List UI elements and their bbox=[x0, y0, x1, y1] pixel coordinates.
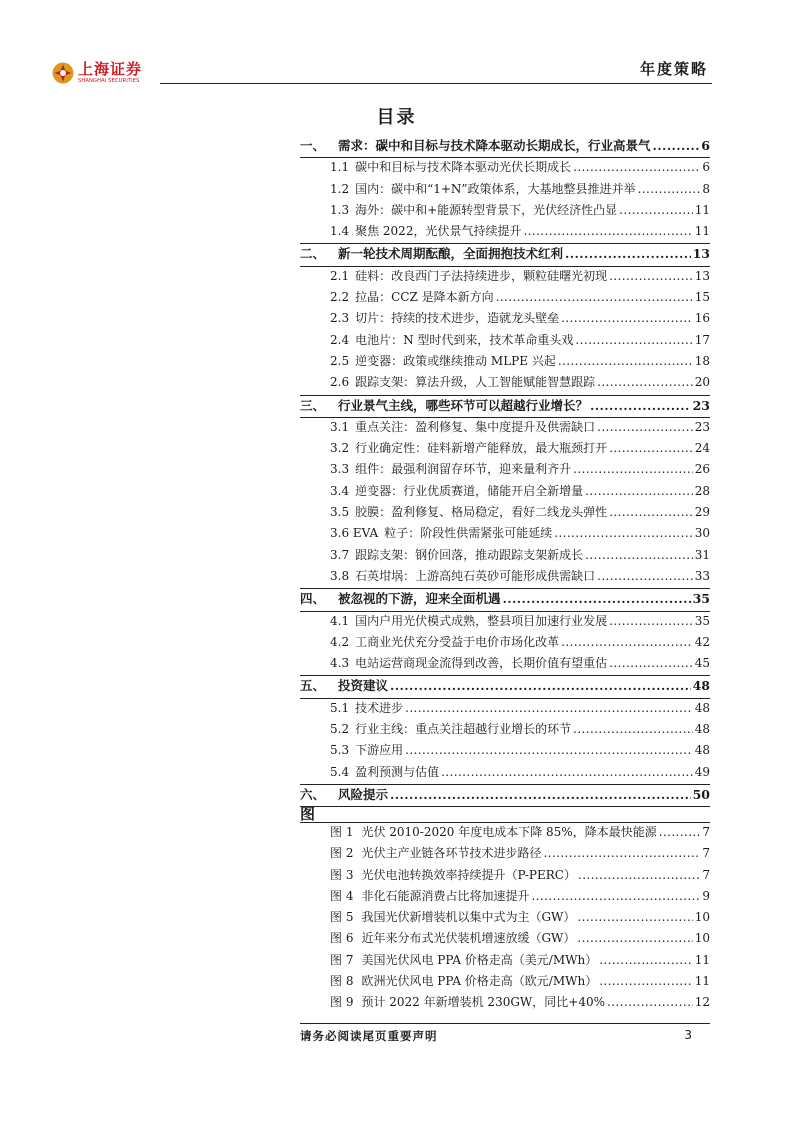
entry-page: 11 bbox=[694, 202, 710, 217]
dot-leader bbox=[653, 138, 700, 153]
toc-section-entry[interactable] bbox=[300, 720, 710, 741]
entry-title: 国内户用光伏模式成熟，整县项目加速行业发展 bbox=[355, 613, 608, 628]
dot-leader bbox=[609, 614, 693, 628]
entry-page: 48 bbox=[694, 743, 710, 758]
dot-leader bbox=[565, 246, 691, 261]
dot-leader bbox=[558, 354, 693, 368]
figure-entry[interactable] bbox=[300, 844, 710, 865]
toc-section-entry[interactable] bbox=[300, 201, 710, 222]
entry-number: 2.6 bbox=[330, 375, 350, 390]
entry-number: 三、 bbox=[300, 397, 326, 413]
dot-leader bbox=[390, 678, 691, 693]
dot-leader bbox=[561, 311, 693, 325]
entry-number: 5.2 bbox=[330, 722, 350, 737]
dot-leader bbox=[609, 269, 693, 283]
dot-leader bbox=[573, 462, 693, 476]
entry-number: 图 5 bbox=[330, 910, 354, 925]
dot-leader bbox=[597, 375, 693, 389]
brand-name-cn: 上海证券 bbox=[78, 60, 143, 78]
entry-number: 图 8 bbox=[330, 974, 354, 989]
entry-title: 行业景气主线，哪些环节可以超越行业增长？ bbox=[338, 397, 589, 413]
entry-page: 10 bbox=[694, 910, 710, 925]
toc-section-entry[interactable] bbox=[300, 373, 710, 395]
entry-number: 4.2 bbox=[330, 634, 350, 649]
entry-page: 48 bbox=[694, 722, 710, 737]
entry-number: 3.7 bbox=[330, 547, 350, 562]
page-number: 3 bbox=[684, 1028, 692, 1042]
entry-number: 1.1 bbox=[330, 160, 350, 175]
toc-section-entry[interactable] bbox=[300, 612, 710, 633]
dot-leader bbox=[585, 548, 693, 562]
figure-list bbox=[300, 823, 710, 1015]
dot-leader bbox=[585, 484, 693, 498]
dot-leader bbox=[659, 825, 701, 839]
entry-page: 13 bbox=[692, 246, 710, 262]
entry-number: 2.5 bbox=[330, 353, 350, 368]
entry-title: 石英坩埚：上游高纯石英砂可能形成供需缺口 bbox=[355, 568, 596, 583]
toc-section-entry[interactable] bbox=[300, 288, 710, 309]
entry-number: 4.1 bbox=[330, 613, 350, 628]
entry-page: 49 bbox=[694, 764, 710, 779]
dot-leader bbox=[609, 441, 693, 455]
entry-page: 6 bbox=[702, 160, 710, 175]
entry-title: 投资建议 bbox=[338, 678, 389, 694]
entry-number: 一、 bbox=[300, 138, 326, 153]
entry-page: 11 bbox=[694, 224, 710, 239]
entry-number: 3.3 bbox=[330, 462, 350, 477]
dot-leader bbox=[590, 398, 691, 413]
entry-number: 5.4 bbox=[330, 764, 350, 779]
table-of-contents bbox=[300, 136, 710, 807]
entry-title: 硅料：改良西门子法持续进步，颗粒硅曙光初现 bbox=[355, 268, 608, 283]
figure-entry[interactable] bbox=[300, 972, 710, 993]
report-type: 年度策略 bbox=[639, 60, 708, 78]
entry-number: 3.6 EVA bbox=[330, 526, 379, 541]
entry-number: 图 2 bbox=[330, 846, 354, 861]
dot-leader bbox=[609, 656, 693, 670]
entry-title: 电站运营商现金流得到改善，长期价值有望重估 bbox=[355, 656, 608, 671]
entry-page: 48 bbox=[692, 678, 710, 694]
toc-section-entry[interactable] bbox=[300, 546, 710, 567]
dot-leader bbox=[543, 846, 700, 860]
entry-title: 行业主线：重点关注超越行业增长的环节 bbox=[355, 722, 572, 737]
entry-title: 技术进步 bbox=[355, 700, 404, 715]
header-rule bbox=[160, 83, 712, 84]
entry-page: 31 bbox=[694, 547, 710, 562]
entry-number: 3.2 bbox=[330, 441, 350, 456]
toc-section-entry[interactable] bbox=[300, 741, 710, 762]
dot-leader bbox=[561, 635, 693, 649]
entry-number: 图 4 bbox=[330, 888, 354, 903]
entry-number: 2.3 bbox=[330, 311, 350, 326]
dot-leader bbox=[390, 787, 691, 802]
toc-section-entry[interactable] bbox=[300, 267, 710, 288]
dot-leader bbox=[573, 722, 693, 736]
entry-number: 五、 bbox=[300, 678, 326, 694]
entry-title: 风险提示 bbox=[338, 786, 389, 802]
dot-leader bbox=[577, 931, 692, 945]
entry-page: 30 bbox=[694, 526, 710, 541]
entry-number: 图 6 bbox=[330, 931, 354, 946]
toc-chapter-entry[interactable] bbox=[300, 136, 710, 158]
entry-title: 盈利预测与估值 bbox=[355, 764, 440, 779]
figure-list-title: 图 bbox=[300, 805, 316, 823]
entry-title: 被忽视的下游，迎来全面机遇 bbox=[338, 591, 501, 607]
dot-leader bbox=[607, 995, 693, 1009]
entry-title: 跟踪支架：算法升级，人工智能赋能智慧跟踪 bbox=[355, 375, 596, 390]
entry-page: 42 bbox=[694, 634, 710, 649]
entry-number: 5.1 bbox=[330, 700, 350, 715]
dot-leader bbox=[575, 333, 692, 347]
dot-leader bbox=[531, 889, 700, 903]
dot-leader bbox=[573, 160, 700, 174]
entry-title: 胶膜：盈利修复、格局稳定，看好二线龙头弹性 bbox=[355, 505, 608, 520]
entry-page: 23 bbox=[694, 419, 710, 434]
entry-page: 33 bbox=[694, 568, 710, 583]
dot-leader bbox=[578, 868, 700, 882]
entry-title: 光伏电池转换效率持续提升（P-PERC） bbox=[361, 867, 576, 882]
entry-title: 光伏 2010-2020 年度电成本下降 85%，降本最快能源 bbox=[361, 825, 657, 839]
entry-number: 图 7 bbox=[330, 952, 354, 967]
entry-title: 逆变器：行业优质赛道，储能开启全新增量 bbox=[355, 483, 584, 498]
toc-title: 目录 bbox=[376, 107, 417, 128]
entry-page: 29 bbox=[694, 505, 710, 520]
entry-number: 3.8 bbox=[330, 568, 350, 583]
figure-entry[interactable] bbox=[300, 993, 710, 1014]
entry-page: 6 bbox=[701, 138, 710, 153]
figure-entry[interactable] bbox=[300, 929, 710, 950]
entry-number: 二、 bbox=[300, 246, 326, 262]
entry-page: 7 bbox=[702, 867, 710, 882]
entry-page: 20 bbox=[694, 375, 710, 390]
entry-title: 工商业光伏充分受益于电价市场化改革 bbox=[355, 634, 560, 649]
entry-title: 光伏主产业链各环节技术进步路径 bbox=[361, 846, 542, 861]
brand-name-en: SHANGHAI SECURITIES bbox=[78, 78, 140, 84]
toc-section-entry[interactable] bbox=[300, 158, 710, 179]
entry-number: 4.3 bbox=[330, 656, 350, 671]
entry-page: 11 bbox=[694, 974, 710, 989]
dot-leader bbox=[405, 743, 693, 757]
entry-number: 3.1 bbox=[330, 419, 350, 434]
entry-number: 图 1 bbox=[330, 825, 354, 839]
entry-title: 碳中和目标与技术降本驱动光伏长期成长 bbox=[355, 160, 572, 175]
toc-chapter-entry[interactable] bbox=[300, 785, 710, 807]
entry-title: 我国光伏新增装机以集中式为主（GW） bbox=[361, 910, 576, 925]
entry-page: 23 bbox=[692, 397, 710, 413]
entry-title: 粒子：阶段性供需紧张可能延续 bbox=[384, 526, 553, 541]
toc-section-entry[interactable] bbox=[300, 222, 710, 244]
toc-section-entry[interactable] bbox=[300, 503, 710, 524]
entry-page: 12 bbox=[694, 995, 710, 1010]
entry-page: 28 bbox=[694, 483, 710, 498]
entry-title: 美国光伏风电 PPA 价格走高（美元/MWh） bbox=[361, 952, 598, 967]
toc-section-entry[interactable] bbox=[300, 482, 710, 503]
entry-number: 1.2 bbox=[330, 181, 350, 196]
entry-title: 组件：最强利润留存环节，迎来量利齐升 bbox=[355, 462, 572, 477]
toc-section-entry[interactable] bbox=[300, 699, 710, 720]
toc-section-entry[interactable] bbox=[300, 763, 710, 785]
entry-title: 聚焦 2022，光伏景气持续提升 bbox=[355, 224, 522, 239]
entry-title: 需求：碳中和目标与技术降本驱动长期成长，行业高景气 bbox=[338, 138, 651, 153]
toc-section-entry[interactable] bbox=[300, 352, 710, 373]
entry-number: 5.3 bbox=[330, 743, 350, 758]
toc-section-entry[interactable] bbox=[300, 180, 710, 201]
entry-title: 近年来分布式光伏装机增速放缓（GW） bbox=[361, 931, 576, 946]
toc-section-entry[interactable] bbox=[300, 567, 710, 589]
dot-leader bbox=[597, 569, 693, 583]
dot-leader bbox=[619, 203, 693, 217]
entry-page: 26 bbox=[694, 462, 710, 477]
figure-entry[interactable] bbox=[300, 866, 710, 887]
entry-title: 行业确定性：硅料新增产能释放，最大瓶颈打开 bbox=[355, 441, 608, 456]
entry-page: 8 bbox=[702, 181, 710, 196]
figure-entry[interactable] bbox=[300, 823, 710, 844]
dot-leader bbox=[503, 591, 691, 606]
entry-page: 11 bbox=[694, 952, 710, 967]
entry-title: 非化石能源消费占比将加速提升 bbox=[361, 888, 530, 903]
toc-section-entry[interactable] bbox=[300, 460, 710, 481]
entry-page: 35 bbox=[694, 613, 710, 628]
toc-section-entry[interactable] bbox=[300, 331, 710, 352]
dot-leader bbox=[599, 953, 693, 967]
entry-page: 10 bbox=[694, 931, 710, 946]
toc-section-entry[interactable] bbox=[300, 309, 710, 330]
entry-title: 拉晶：CCZ 是降本新方向 bbox=[355, 290, 494, 305]
disclaimer-note: 请务必阅读尾页重要声明 bbox=[300, 1029, 438, 1043]
brand-emblem-icon bbox=[52, 62, 74, 84]
entry-number: 六、 bbox=[300, 786, 326, 802]
entry-page: 48 bbox=[694, 700, 710, 715]
entry-number: 3.4 bbox=[330, 483, 350, 498]
toc-section-entry[interactable] bbox=[300, 439, 710, 460]
entry-page: 9 bbox=[702, 888, 710, 903]
dot-leader bbox=[638, 182, 701, 196]
entry-page: 24 bbox=[694, 441, 710, 456]
entry-title: 国内：碳中和“1+N”政策体系，大基地整县推进并举 bbox=[355, 181, 636, 196]
entry-number: 四、 bbox=[300, 591, 326, 607]
entry-title: 电池片：N 型时代到来，技术革命重头戏 bbox=[355, 332, 574, 347]
entry-page: 13 bbox=[694, 268, 710, 283]
entry-title: 重点关注：盈利修复、集中度提升及供需缺口 bbox=[355, 419, 596, 434]
dot-leader bbox=[441, 765, 693, 779]
dot-leader bbox=[554, 526, 693, 540]
entry-title: 海外：碳中和+能源转型背景下，光伏经济性凸显 bbox=[355, 202, 618, 217]
entry-page: 16 bbox=[694, 311, 710, 326]
toc-chapter-entry[interactable] bbox=[300, 676, 710, 698]
entry-number: 1.3 bbox=[330, 202, 350, 217]
entry-page: 7 bbox=[702, 846, 710, 861]
entry-page: 35 bbox=[692, 591, 710, 607]
toc-section-entry[interactable] bbox=[300, 524, 710, 545]
dot-leader bbox=[523, 224, 692, 238]
entry-number: 3.5 bbox=[330, 505, 350, 520]
dot-leader bbox=[599, 974, 693, 988]
entry-number: 图 9 bbox=[330, 995, 354, 1010]
entry-page: 17 bbox=[694, 332, 710, 347]
dot-leader bbox=[577, 910, 692, 924]
figure-entry[interactable] bbox=[300, 908, 710, 929]
entry-title: 预计 2022 年新增装机 230GW，同比+40% bbox=[361, 995, 605, 1010]
entry-number: 图 3 bbox=[330, 867, 354, 882]
entry-number: 2.2 bbox=[330, 290, 350, 305]
brand-logo bbox=[52, 62, 142, 84]
entry-number: 1.4 bbox=[330, 224, 350, 239]
entry-title: 跟踪支架：钢价回落，推动跟踪支架新成长 bbox=[355, 547, 584, 562]
entry-title: 欧洲光伏风电 PPA 价格走高（欧元/MWh） bbox=[361, 974, 598, 989]
entry-page: 45 bbox=[694, 656, 710, 671]
toc-chapter-entry[interactable] bbox=[300, 589, 710, 611]
entry-title: 新一轮技术周期酝酿，全面拥抱技术红利 bbox=[338, 246, 564, 262]
entry-number: 2.4 bbox=[330, 332, 350, 347]
entry-page: 15 bbox=[694, 290, 710, 305]
entry-page: 50 bbox=[692, 786, 710, 802]
dot-leader bbox=[496, 290, 693, 304]
entry-page: 18 bbox=[694, 353, 710, 368]
toc-chapter-entry[interactable] bbox=[300, 244, 710, 266]
entry-title: 逆变器：政策或继续推动 MLPE 兴起 bbox=[355, 353, 556, 368]
page-header bbox=[0, 0, 793, 90]
toc-section-entry[interactable] bbox=[300, 633, 710, 654]
entry-title: 切片：持续的技术进步，造就龙头壁垒 bbox=[355, 311, 560, 326]
toc-section-entry[interactable] bbox=[300, 418, 710, 439]
entry-page: 7 bbox=[702, 825, 710, 839]
figure-entry[interactable] bbox=[300, 887, 710, 908]
footer-rule bbox=[300, 1023, 710, 1024]
dot-leader bbox=[405, 701, 693, 715]
figure-entry[interactable] bbox=[300, 951, 710, 972]
dot-leader bbox=[597, 420, 693, 434]
entry-number: 2.1 bbox=[330, 268, 350, 283]
dot-leader bbox=[609, 505, 693, 519]
entry-title: 下游应用 bbox=[355, 743, 404, 758]
toc-chapter-entry[interactable] bbox=[300, 396, 710, 418]
toc-section-entry[interactable] bbox=[300, 654, 710, 676]
